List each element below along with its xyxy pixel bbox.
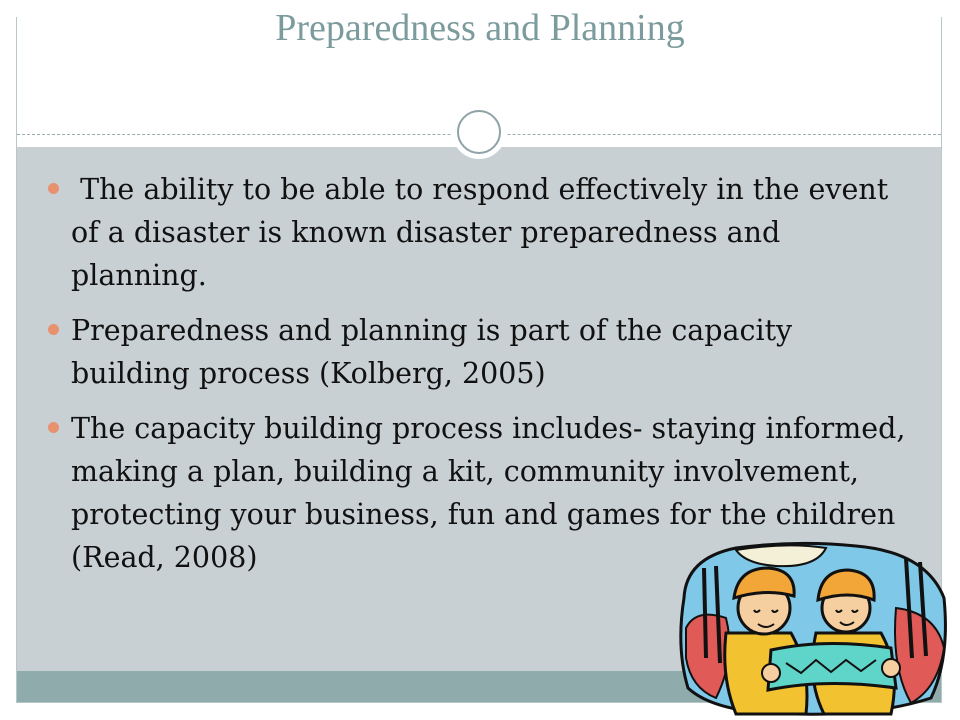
- bullet-item: [48, 309, 908, 395]
- bullet-list: [48, 168, 908, 591]
- slide-title: Preparedness and Planning: [275, 7, 685, 49]
- bullet-dot-icon: [48, 324, 59, 335]
- bullet-text: The capacity building process includes- staying informed, making a plan, building a kit, community involvement, protecting your business, fun and games for the children (Read, 2008): [71, 412, 906, 574]
- bullet-text: Preparedness and planning is part of the capacity building process (Kolberg, 2005): [71, 314, 793, 390]
- divider-circle-ornament: [452, 105, 506, 159]
- workers-blueprint-clipart-icon: [676, 538, 950, 716]
- bullet-dot-icon: [48, 183, 59, 194]
- bullet-item: [48, 168, 908, 297]
- bullet-dot-icon: [48, 422, 59, 433]
- bullet-text: The ability to be able to respond effectively in the event of a disaster is known disaster preparedness and planning.: [71, 173, 898, 292]
